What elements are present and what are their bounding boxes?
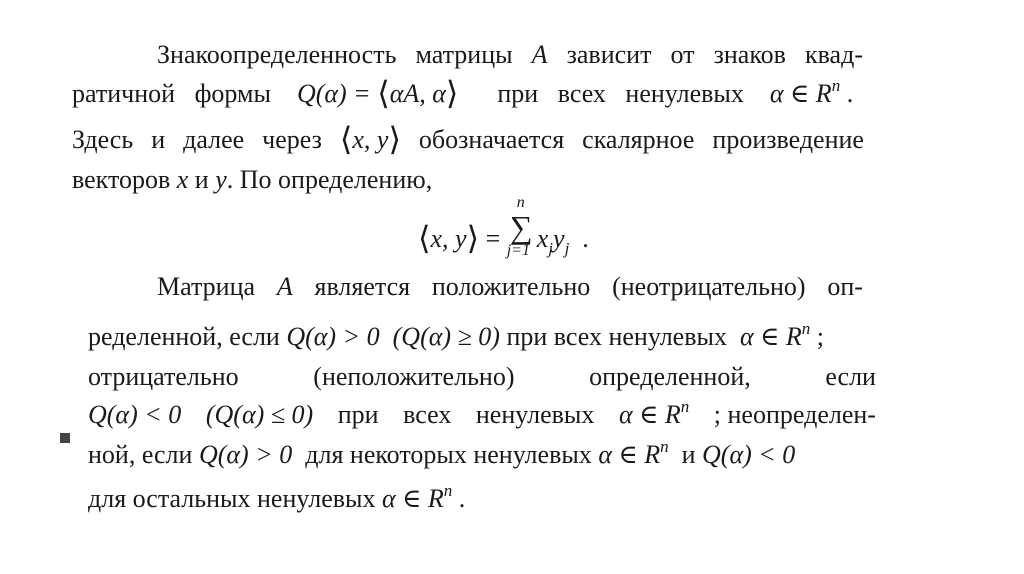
word: формы (194, 79, 271, 108)
sum-upper-limit: n (516, 194, 525, 211)
word: Матрица (157, 272, 256, 301)
formula-q-nonpositive: (Q(α) ≤ 0) (205, 400, 314, 429)
word: далее (183, 125, 245, 154)
subscript-j: j (548, 239, 554, 258)
left-angle-bracket: ⟨ (377, 74, 390, 112)
formula-alpha-in-rn: α ∈ $R^n$ (618, 397, 690, 429)
word: произведение (712, 125, 864, 154)
word: для некоторых ненулевых (305, 440, 592, 469)
period: . (458, 484, 466, 513)
formula-xy: x, y (430, 224, 467, 253)
formula-alpha-in-rn: α ∈ R (598, 440, 661, 469)
left-angle-bracket: ⟨ (418, 219, 431, 257)
word: векторов (72, 165, 171, 194)
word: скалярное (582, 125, 695, 154)
word: и (194, 165, 209, 194)
paragraph-1-line-1 (157, 40, 863, 70)
word: ненулевых (475, 400, 595, 429)
word: Знакоопределенность (157, 40, 397, 69)
formula-q-negative: Q(α) < 0 (88, 400, 182, 429)
paragraph-1-line-2 (72, 76, 864, 112)
word: положительно (431, 272, 591, 301)
formula-q-positive: Q(α) > 0 (286, 322, 380, 351)
word: (неотрицательно) (612, 272, 806, 301)
formula-q-negative: Q(α) < 0 (702, 440, 796, 469)
formula-alpha-in-rn: α ∈ R (382, 484, 444, 513)
word: ратичной (72, 79, 176, 108)
left-angle-bracket: ⟨ (339, 120, 353, 158)
word: ненулевых (625, 79, 744, 108)
word: . По определению, (226, 165, 433, 194)
formula-alpha-in-rn: α ∈ R (739, 322, 802, 351)
paragraph-1-line-3 (72, 120, 864, 158)
word: квад- (804, 40, 863, 69)
word: (неположительно) (313, 362, 515, 391)
word: Здесь (72, 125, 134, 154)
word: знаков (713, 40, 786, 69)
superscript-n: n (801, 319, 811, 338)
word: ; неопределен- (713, 400, 876, 429)
formula-alpha-in-rn: α ∈ R (769, 79, 832, 108)
superscript-n: n (680, 397, 690, 416)
word: ределенной, если (88, 322, 280, 351)
superscript-n: n (660, 437, 669, 456)
word: является (314, 272, 411, 301)
var-x: x (176, 165, 189, 194)
semicolon: ; (816, 322, 824, 351)
word: определенной, (589, 362, 751, 391)
paragraph-2-line-4 (88, 397, 876, 433)
word: матрицы (415, 40, 513, 69)
word: от (670, 40, 695, 69)
formula-xy: ⟨x, y⟩ (339, 120, 401, 158)
right-angle-bracket: ⟩ (466, 219, 480, 257)
square-bullet-icon (60, 433, 70, 443)
paragraph-1-line-4 (72, 165, 432, 195)
word: для остальных ненулевых (88, 484, 376, 513)
var-y: y (553, 224, 565, 253)
period: . (582, 224, 589, 253)
word: при всех ненулевых (506, 322, 727, 351)
matrix-symbol: A (531, 40, 548, 69)
paragraph-2-line-2 (88, 319, 824, 355)
word: при (497, 79, 539, 108)
paragraph-2-line-5 (88, 437, 796, 473)
subscript-j: j (564, 239, 570, 258)
word: если (825, 362, 876, 391)
period: . (846, 79, 854, 108)
word: и (681, 440, 696, 469)
paragraph-2-line-1 (157, 272, 863, 302)
right-angle-bracket: ⟩ (388, 120, 401, 158)
equals-sign: = (485, 224, 501, 253)
paragraph-2-line-3 (88, 362, 876, 392)
formula-q-nonnegative: (Q(α) ≥ 0) (392, 322, 500, 351)
sum-lower-limit: j=1 (506, 242, 530, 259)
formula-q: Q(α) = (296, 79, 371, 108)
formula-q-positive: Q(α) > 0 (198, 440, 293, 469)
formula-inner: αA, α (389, 79, 446, 108)
paragraph-2-line-6 (88, 481, 466, 517)
display-formula (418, 194, 589, 259)
word: через (262, 125, 322, 154)
matrix-symbol: A (276, 272, 293, 301)
word: при (337, 400, 379, 429)
superscript-n: n (831, 76, 841, 95)
word: обозначается (418, 125, 565, 154)
word: ной, если (88, 440, 193, 469)
var-y: y (215, 165, 227, 194)
word: и (151, 125, 166, 154)
sigma-symbol: ∑ (509, 209, 533, 245)
word: оп- (827, 272, 863, 301)
summation (506, 194, 537, 259)
word: всех (557, 79, 606, 108)
superscript-n: n (443, 481, 453, 500)
var-x: x (536, 224, 549, 253)
right-angle-bracket: ⟩ (445, 74, 459, 112)
word: зависит (566, 40, 652, 69)
word: всех (403, 400, 452, 429)
word: отрицательно (88, 362, 239, 391)
